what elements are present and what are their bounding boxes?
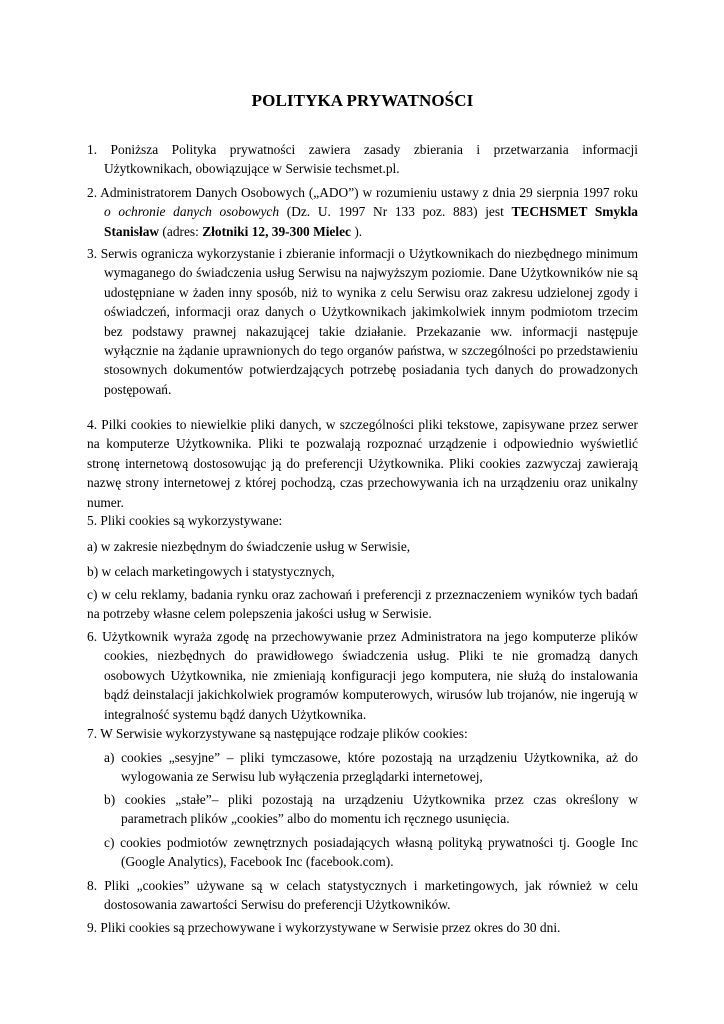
list-item-7b: b) cookies „stałe”– pliki pozostają na urządzeniu Użytkownika przez czas określony w parametrach plików „cookies” albo do momentu ich ręcznego usunięcia.	[104, 792, 638, 827]
law-title: o ochronie danych osobowych	[104, 204, 280, 220]
paragraph-8: 8. Pliki „cookies” używane są w celach statystycznych i marketingowych, jak również w celu dostosowania zawartości Serwisu do preferencji Użytkowników.	[87, 878, 638, 913]
paragraph-5: 5. Pliki cookies są wykorzystywane:	[87, 513, 283, 528]
document-title: POLITYKA PRYWATNOŚCI	[251, 91, 474, 110]
list-item-7a: a) cookies „sesyjne” – pliki tymczasowe, które pozostają na urządzeniu Użytkownika, aż do wylogowania ze Serwisu lub wyłączenia przeglądarki internetowej,	[104, 750, 638, 785]
list-item-5c: c) w celu reklamy, badania rynku oraz zachowań i preferencji z przeznaczeniem wyników tych badań na potrzeby własne celem polepszenia jakości usług w Serwisie.	[87, 587, 638, 622]
list-item-7c: c) cookies podmiotów zewnętrznych posiadających własną polityką prywatności tj. Google Inc (Google Analytics), Facebook Inc (facebook.com).	[104, 835, 638, 870]
company-address: Złotniki 12, 39-300 Mielec	[202, 223, 351, 239]
paragraph-7: 7. W Serwisie wykorzystywane są następujące rodzaje plików cookies:	[87, 726, 468, 741]
paragraph-6: 6. Użytkownik wyraża zgodę na przechowywanie przez Administratora na jego komputerze plików cookies, niezbędnych do prawidłowego świadczenia usług. Pliki te nie gromadzą danych osobowych Użytkownika, nie zmieniają konfiguracji jego komputera, nie służą do instalowania bądź deinstalacji jakichkolwiek programów komputerowych, wirusów lub trojanów, nie ingerują w integralność systemu bądź danych Użytkownika.	[87, 629, 638, 722]
list-item-5b: b) w celach marketingowych i statystycznych,	[87, 564, 335, 579]
paragraph-4: 4. Pilki cookies to niewielkie pliki danych, w szczególności pliki tekstowe, zapisywane przez serwer na komputerze Użytkownika. Pliki te pozwalają rozpoznać urządzenie i odpowiednio wyświetlić stronę internetową dostosowując ją do preferencji Użytkownika. Pliki cookies zazwyczaj zawierają nazwę strony internetowej z której pochodzą, czas przechowywania ich na urządzeniu oraz unikalny numer.	[87, 417, 638, 510]
paragraph-9: 9. Pliki cookies są przechowywane i wykorzystywane w Serwisie przez okres do 30 dni.	[87, 920, 561, 935]
paragraph-1: 1. Poniższa Polityka prywatności zawiera zasady zbierania i przetwarzania informacji Użytkownikach, obowiązujące w Serwisie techsmet.pl.	[87, 142, 638, 177]
paragraph-3: 3. Serwis ogranicza wykorzystanie i zbieranie informacji o Użytkownikach do niezbędnego minimum wymaganego do świadczenia usług Serwisu na najwyższym poziomie. Dane Użytkowników nie są udostępniane w żaden inny sposób, niż to wynika z celu Serwisu oraz zakresu udzielonej zgody i oświadczeń, informacji oraz danych o Użytkownikach jakimkolwiek innym podmiotom trzecim bez podstawy prawnej nakazującej takie działanie. Przekazanie ww. informacji następuje wyłącznie na żądanie uprawnionych do tego organów państwa, w szczególności po przedstawieniu stosownych dokumentów potwierdzających potrzebę posiadania tych danych do prowadzonych postępowań.	[87, 246, 638, 397]
company-name: TECHSMET Smykla Stanisław	[104, 204, 639, 239]
list-item-5a: a) w zakresie niezbędnym do świadczenie usług w Serwisie,	[87, 539, 411, 554]
paragraph-2: 2. Administratorem Danych Osobowych („ADO”) w rozumieniu ustawy z dnia 29 sierpnia 1997 roku o ochronie danych osobowych (Dz. U. 1997 Nr 133 poz. 883) jest TECHSMET Smykla Stanisław (adres: Złotniki 12, 39-300 Mielec ).	[87, 185, 639, 239]
